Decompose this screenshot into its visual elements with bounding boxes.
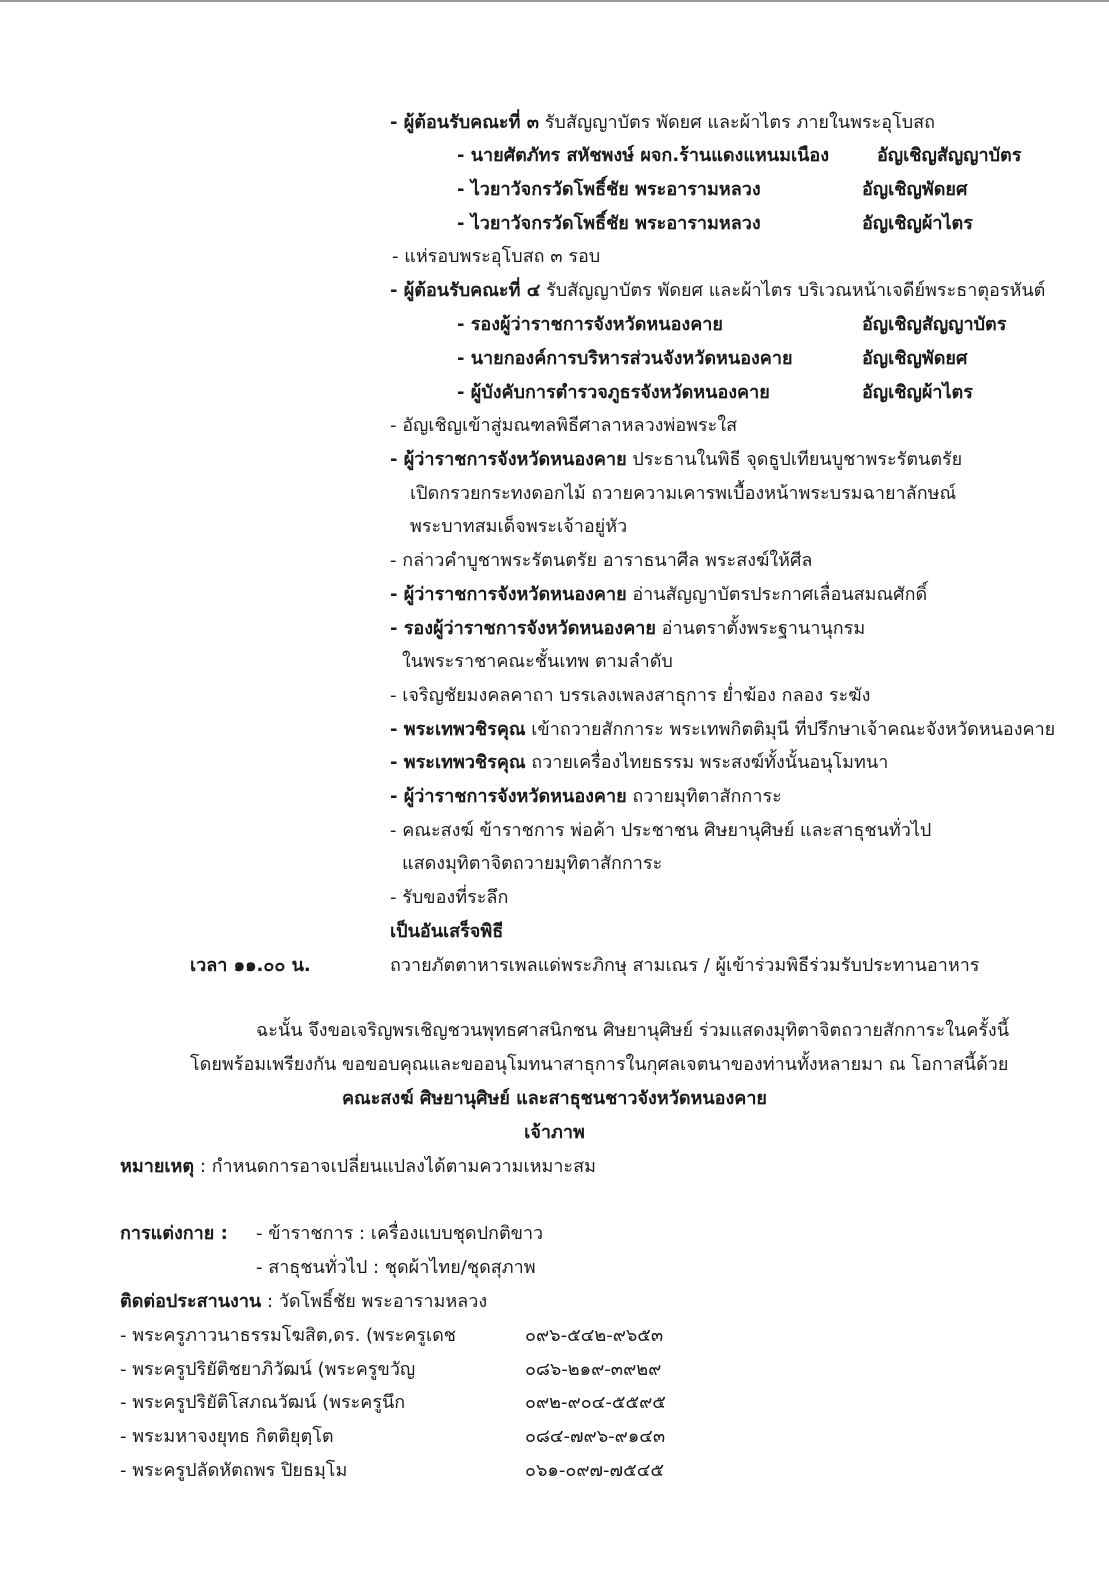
dress-item-1: - ข้าราชการ : เครื่องแบบชุดปกติขาว: [256, 1223, 544, 1244]
meal-time: เวลา ๑๑.๐๐ น.: [190, 955, 311, 976]
group4-item-1-role: อัญเชิญสัญญาบัตร: [862, 314, 1007, 335]
group4-item-3-role: อัญเชิญผ้าไตร: [862, 382, 973, 403]
invite-pavilion-line: - อัญเชิญเข้าสู่มณฑลพิธีศาลาหลวงพ่อพระใส: [390, 415, 738, 436]
public-offering-line-2: แสดงมุทิตาจิตถวายมุทิตาสักการะ: [402, 853, 663, 874]
governor-read-line: - ผู้ว่าราชการจังหวัดหนองคาย อ่านสัญญาบัตรประกาศเลื่อนสมณศักดิ์: [390, 584, 928, 605]
governor-presides-line-3: พระบาทสมเด็จพระเจ้าอยู่หัว: [410, 516, 628, 537]
offering-line-1: - พระเทพวชิรคุณ เข้าถวายสักการะ พระเทพกิตติมุนี ที่ปรึกษาเจ้าคณะจังหวัดหนองคาย: [390, 719, 1056, 740]
procession-line: - แห่รอบพระอุโบสถ ๓ รอบ: [392, 246, 601, 267]
note-line: หมายเหตุ : กำหนดการอาจเปลี่ยนแปลงได้ตามความเหมาะสม: [120, 1156, 596, 1177]
group3-item-2-role: อัญเชิญพัดยศ: [862, 179, 968, 200]
closing-line-2: โดยพร้อมเพรียงกัน ขอขอบคุณและขออนุโมทนาสาธุการในกุศลเจตนาของท่านทั้งหลายมา ณ โอกาสนี้ด้วย: [190, 1054, 1009, 1075]
souvenir-line: - รับของที่ระลึก: [390, 887, 509, 908]
group3-item-1-role: อัญเชิญสัญญาบัตร: [877, 145, 1022, 166]
contact-2-name: - พระครูปริยัติชยาภิวัฒน์ (พระครูขวัญ: [120, 1359, 416, 1380]
offering-line-3: - ผู้ว่าราชการจังหวัดหนองคาย ถวายมุทิตาสักการะ: [390, 786, 782, 807]
contact-5-name: - พระครูปลัดหัตถพร ปิยธมฺโม: [120, 1460, 348, 1481]
contact-4-name: - พระมหาจงยุทธ กิตติยุตฺโต: [120, 1426, 334, 1447]
page-top-border: [0, 0, 1109, 2]
group4-item-3-name: - ผู้บังคับการตำรวจภูธรจังหวัดหนองคาย: [457, 382, 770, 403]
meal-text: ถวายภัตตาหารเพลแด่พระภิกษุ สามเณร / ผู้เข้าร่วมพิธีร่วมรับประทานอาหาร: [390, 955, 980, 976]
group3-item-1-name: - นายศัตภัทร สหัชพงษ์ ผจก.ร้านแดงแหนมเนือง: [457, 145, 830, 166]
group4-item-2-role: อัญเชิญพัดยศ: [862, 348, 968, 369]
group4-item-2-name: - นายกองค์การบริหารส่วนจังหวัดหนองคาย: [457, 348, 793, 369]
group4-item-1-name: - รองผู้ว่าราชการจังหวัดหนองคาย: [457, 314, 723, 335]
host-label: เจ้าภาพ: [524, 1122, 585, 1143]
dress-label: การแต่งกาย :: [120, 1223, 228, 1244]
vice-governor-read-line-2: ในพระราชาคณะชั้นเทพ ตามลำดับ: [402, 651, 673, 672]
contact-1-name: - พระครูภาวนาธรรมโฆสิต,ดร. (พระครูเดช: [120, 1325, 457, 1346]
governor-presides-line: - ผู้ว่าราชการจังหวัดหนองคาย ประธานในพิธี จุดธูปเทียนบูชาพระรัตนตรัย: [390, 449, 963, 470]
contact-4-phone: ๐๘๔-๗๙๖-๙๑๔๓: [525, 1426, 666, 1447]
contact-5-phone: ๐๖๑-๐๙๗-๗๕๔๕: [525, 1460, 664, 1481]
group3-item-2-name: - ไวยาวัจกรวัดโพธิ์ชัย พระอารามหลวง: [457, 179, 761, 200]
host-line: คณะสงฆ์ ศิษยานุศิษย์ และสาธุชนชาวจังหวัดหนองคาย: [342, 1088, 767, 1109]
contact-3-phone: ๐๙๒-๙๐๔-๕๕๙๕: [525, 1392, 666, 1413]
group3-item-3-name: - ไวยาวัจกรวัดโพธิ์ชัย พระอารามหลวง: [457, 213, 761, 234]
contact-3-name: - พระครูปริยัติโสภณวัฒน์ (พระครูนึก: [120, 1392, 406, 1413]
governor-presides-line-2: เปิดกรวยกระทงดอกไม้ ถวายความเคารพเบื้องหน้าพระบรมฉายาลักษณ์: [410, 483, 957, 504]
group4-heading: - ผู้ต้อนรับคณะที่ ๔ รับสัญญาบัตร พัดยศ และผ้าไตร บริเวณหน้าเจดีย์พระธาตุอรหันต์: [390, 280, 1046, 301]
contact-1-phone: ๐๙๖-๕๔๒-๙๖๕๓: [525, 1325, 664, 1346]
group3-heading: - ผู้ต้อนรับคณะที่ ๓ รับสัญญาบัตร พัดยศ และผ้าไตร ภายในพระอุโบสถ: [390, 112, 936, 133]
closing-line-1: ฉะนั้น จึงขอเจริญพรเชิญชวนพุทธศาสนิกชน ศิษยานุศิษย์ ร่วมแสดงมุทิตาจิตถวายสักการะในครั้งนี้: [256, 1020, 1010, 1041]
public-offering-line: - คณะสงฆ์ ข้าราชการ พ่อค้า ประชาชน ศิษยานุศิษย์ และสาธุชนทั่วไป: [390, 820, 932, 841]
chanting-line: - เจริญชัยมงคลคาถา บรรเลงเพลงสาธุการ ย่ำฆ้อง กลอง ระฆัง: [390, 685, 871, 706]
offering-line-2: - พระเทพวชิรคุณ ถวายเครื่องไทยธรรม พระสงฆ์ทั้งนั้นอนุโมทนา: [390, 752, 889, 773]
vice-governor-read-line: - รองผู้ว่าราชการจังหวัดหนองคาย อ่านตราตั้งพระฐานานุกรม: [390, 618, 866, 639]
recite-line: - กล่าวคำบูชาพระรัตนตรัย อาราธนาศีล พระสงฆ์ให้ศีล: [390, 550, 813, 571]
contact-2-phone: ๐๘๖-๒๑๙-๓๙๒๙: [525, 1359, 662, 1380]
ceremony-end-line: เป็นอันเสร็จพิธี: [390, 921, 504, 942]
contact-heading: ติดต่อประสานงาน : วัดโพธิ์ชัย พระอารามหลวง: [120, 1291, 488, 1312]
group3-item-3-role: อัญเชิญผ้าไตร: [862, 213, 973, 234]
dress-item-2: - สาธุชนทั่วไป : ชุดผ้าไทย/ชุดสุภาพ: [256, 1257, 536, 1278]
